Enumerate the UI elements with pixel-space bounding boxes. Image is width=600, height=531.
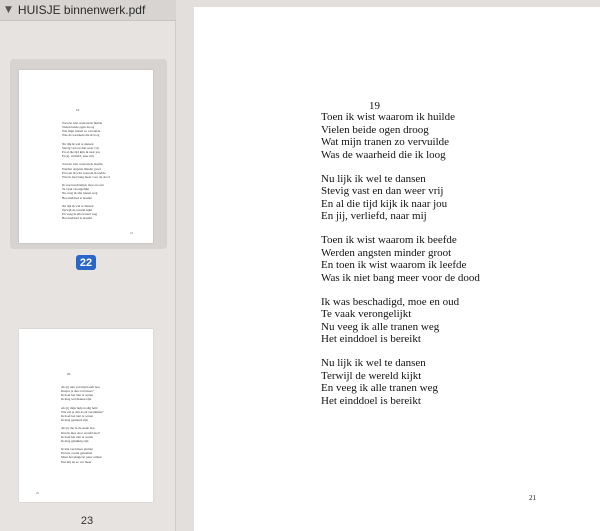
thumbnail-line: Als jij mijn hulp nodig hebt (61, 405, 98, 410)
page-thumbnail-22[interactable] (19, 70, 153, 243)
poem-line: Terwijl de wereld kijkt (321, 369, 422, 382)
thumbnail-header: 20 (67, 372, 71, 377)
thumbnail-line: Wie zal je dan nooit verzuimen? (61, 409, 104, 414)
thumbnail-line: Was de waarheid die ik loog (62, 133, 100, 138)
poem-line: Nu lijk ik wel te dansen (321, 357, 426, 369)
thumbnail-line: Ik was beschadigd, moe en oud (62, 183, 104, 188)
thumbnail-line: Nu lijk ik wel te dansen (62, 141, 94, 146)
poem-line: En al die tijd kijk ik naar jou (321, 197, 448, 210)
thumbnail-line: En al die tijd kijk ik naar jou (62, 149, 100, 154)
thumbnail-line: Wat mijn tranen zo vervuilde (62, 129, 101, 134)
thumbnail-line: Toen ik wist waarom ik huilde (62, 120, 103, 125)
poem-line: Toen ik wist waarom ik beefde (321, 234, 457, 246)
poem-stanza (321, 173, 480, 223)
triangle-down-icon[interactable]: ▼ (5, 5, 12, 15)
poem-line: Werden angsten minder groot (321, 246, 452, 259)
poem-text (321, 111, 480, 419)
thumbnail-line: Als jij niet van mij houdt hou (61, 384, 100, 389)
thumbnail-line: Ik hoef het niet te weten (61, 434, 93, 439)
thumbnail-footer: 21 (130, 231, 133, 235)
thumbnail-line: Ik hoef het niet te weten (61, 413, 93, 418)
thumbnail-line: Maar het plekje in jouw armen (61, 455, 102, 460)
poem-line: Het einddoel is bereikt (321, 394, 421, 407)
thumbnail-line: Vielen beide ogen droog (62, 124, 95, 129)
thumbnail-line: En toen ik wist waarom ik leefde (62, 170, 106, 175)
poem-stanza (321, 111, 480, 161)
thumbnail-line: Ik mag wel maken zijn (61, 397, 92, 402)
thumbnail-line: Werden angsten minder groot (62, 166, 102, 171)
thumbnail-sidebar (0, 0, 176, 531)
thumbnail-footer: 22 (36, 491, 39, 495)
page-footer-number: 21 (529, 494, 536, 502)
poem-line: En veeg ik alle tranen weg (321, 382, 438, 394)
poem-line: Was de waarheid die ik loog (321, 148, 446, 161)
thumbnail-line: Het einddoel is bereikt (62, 216, 92, 221)
poem-line: Was ik niet bang meer voor de dood (321, 271, 480, 284)
poem-line: Ik was beschadigd, moe en oud (321, 295, 460, 308)
thumbnail-line: Ik kan veel meer pleiten (61, 447, 93, 452)
thumbnail-line: Als jij me in de steek laat (61, 426, 95, 431)
poem-line: Het einddoel is bereikt (321, 333, 421, 345)
poem-line: Vielen beide ogen droog (321, 123, 429, 136)
thumbnail-line: Toen ik wist waarom ik beefde (62, 162, 103, 167)
poem-stanza (321, 234, 480, 284)
thumbnail-line: Te vaak verongelijkt (62, 187, 90, 192)
page-label-selected[interactable]: 22 (76, 255, 96, 270)
thumbnail-line: Ik mag gelukkig zijn (61, 438, 89, 443)
thumbnail-line: Het einddoel is bereikt (62, 195, 92, 200)
thumbnail-line: En jij, verliefd, naar mij (62, 154, 94, 159)
thumbnail-line: Terwijl de wereld kijkt (62, 208, 93, 213)
thumbnail-line: Stevig vast en dan weer vrij (62, 145, 99, 150)
thumbnail-line: Was ik niet bang meer voor de dood (62, 174, 110, 179)
document-page[interactable] (194, 7, 600, 531)
thumbnail-line: Ik hoef het niet te weten (61, 393, 93, 398)
document-header[interactable] (0, 0, 176, 21)
thumbnail-text (61, 385, 104, 464)
thumbnail-line: Ik mag genieten zijn (61, 418, 89, 423)
poem-line: Stevig vast en dan weer vrij (321, 185, 444, 197)
thumbnail-line: Nu veeg ik alle tranen weg (62, 191, 98, 196)
thumbnail-text (62, 121, 110, 221)
page-header-number: 19 (369, 100, 380, 112)
thumbnail-line: Kusjes je dan ooit meer? (61, 388, 94, 393)
poem-stanza (321, 357, 480, 407)
poem-line: En jij, verliefd, naar mij (321, 210, 427, 222)
poem-line: Nu lijk ik wel te dansen (321, 172, 426, 185)
document-name: HUISJE binnenwerk.pdf (17, 3, 146, 17)
poem-line: En toen ik wist waarom ik leefde (321, 259, 467, 271)
thumbnail-line: En veeg ik alle tranen weg (62, 212, 98, 217)
thumbnail-line: En ben overal gekomen (61, 451, 93, 456)
thumbnail-header: 19 (76, 108, 80, 113)
poem-line: Nu veeg ik alle tranen weg (321, 320, 440, 333)
thumbnail-line: Dat mij nu zo ver meer (61, 459, 92, 464)
poem-line: Wat mijn tranen zo vervuilde (321, 136, 450, 148)
thumbnail-line: Nu lijk ik wel te dansen (62, 203, 94, 208)
poem-line: Toen ik wist waarom ik huilde (321, 111, 455, 123)
thumbnail-line: Dan ik mee door wereld niet? (61, 430, 101, 435)
page-thumbnail-23[interactable] (19, 329, 153, 502)
poem-stanza (321, 296, 480, 346)
poem-line: Te vaak verongelijkt (321, 308, 412, 320)
page-label[interactable]: 23 (80, 515, 94, 527)
